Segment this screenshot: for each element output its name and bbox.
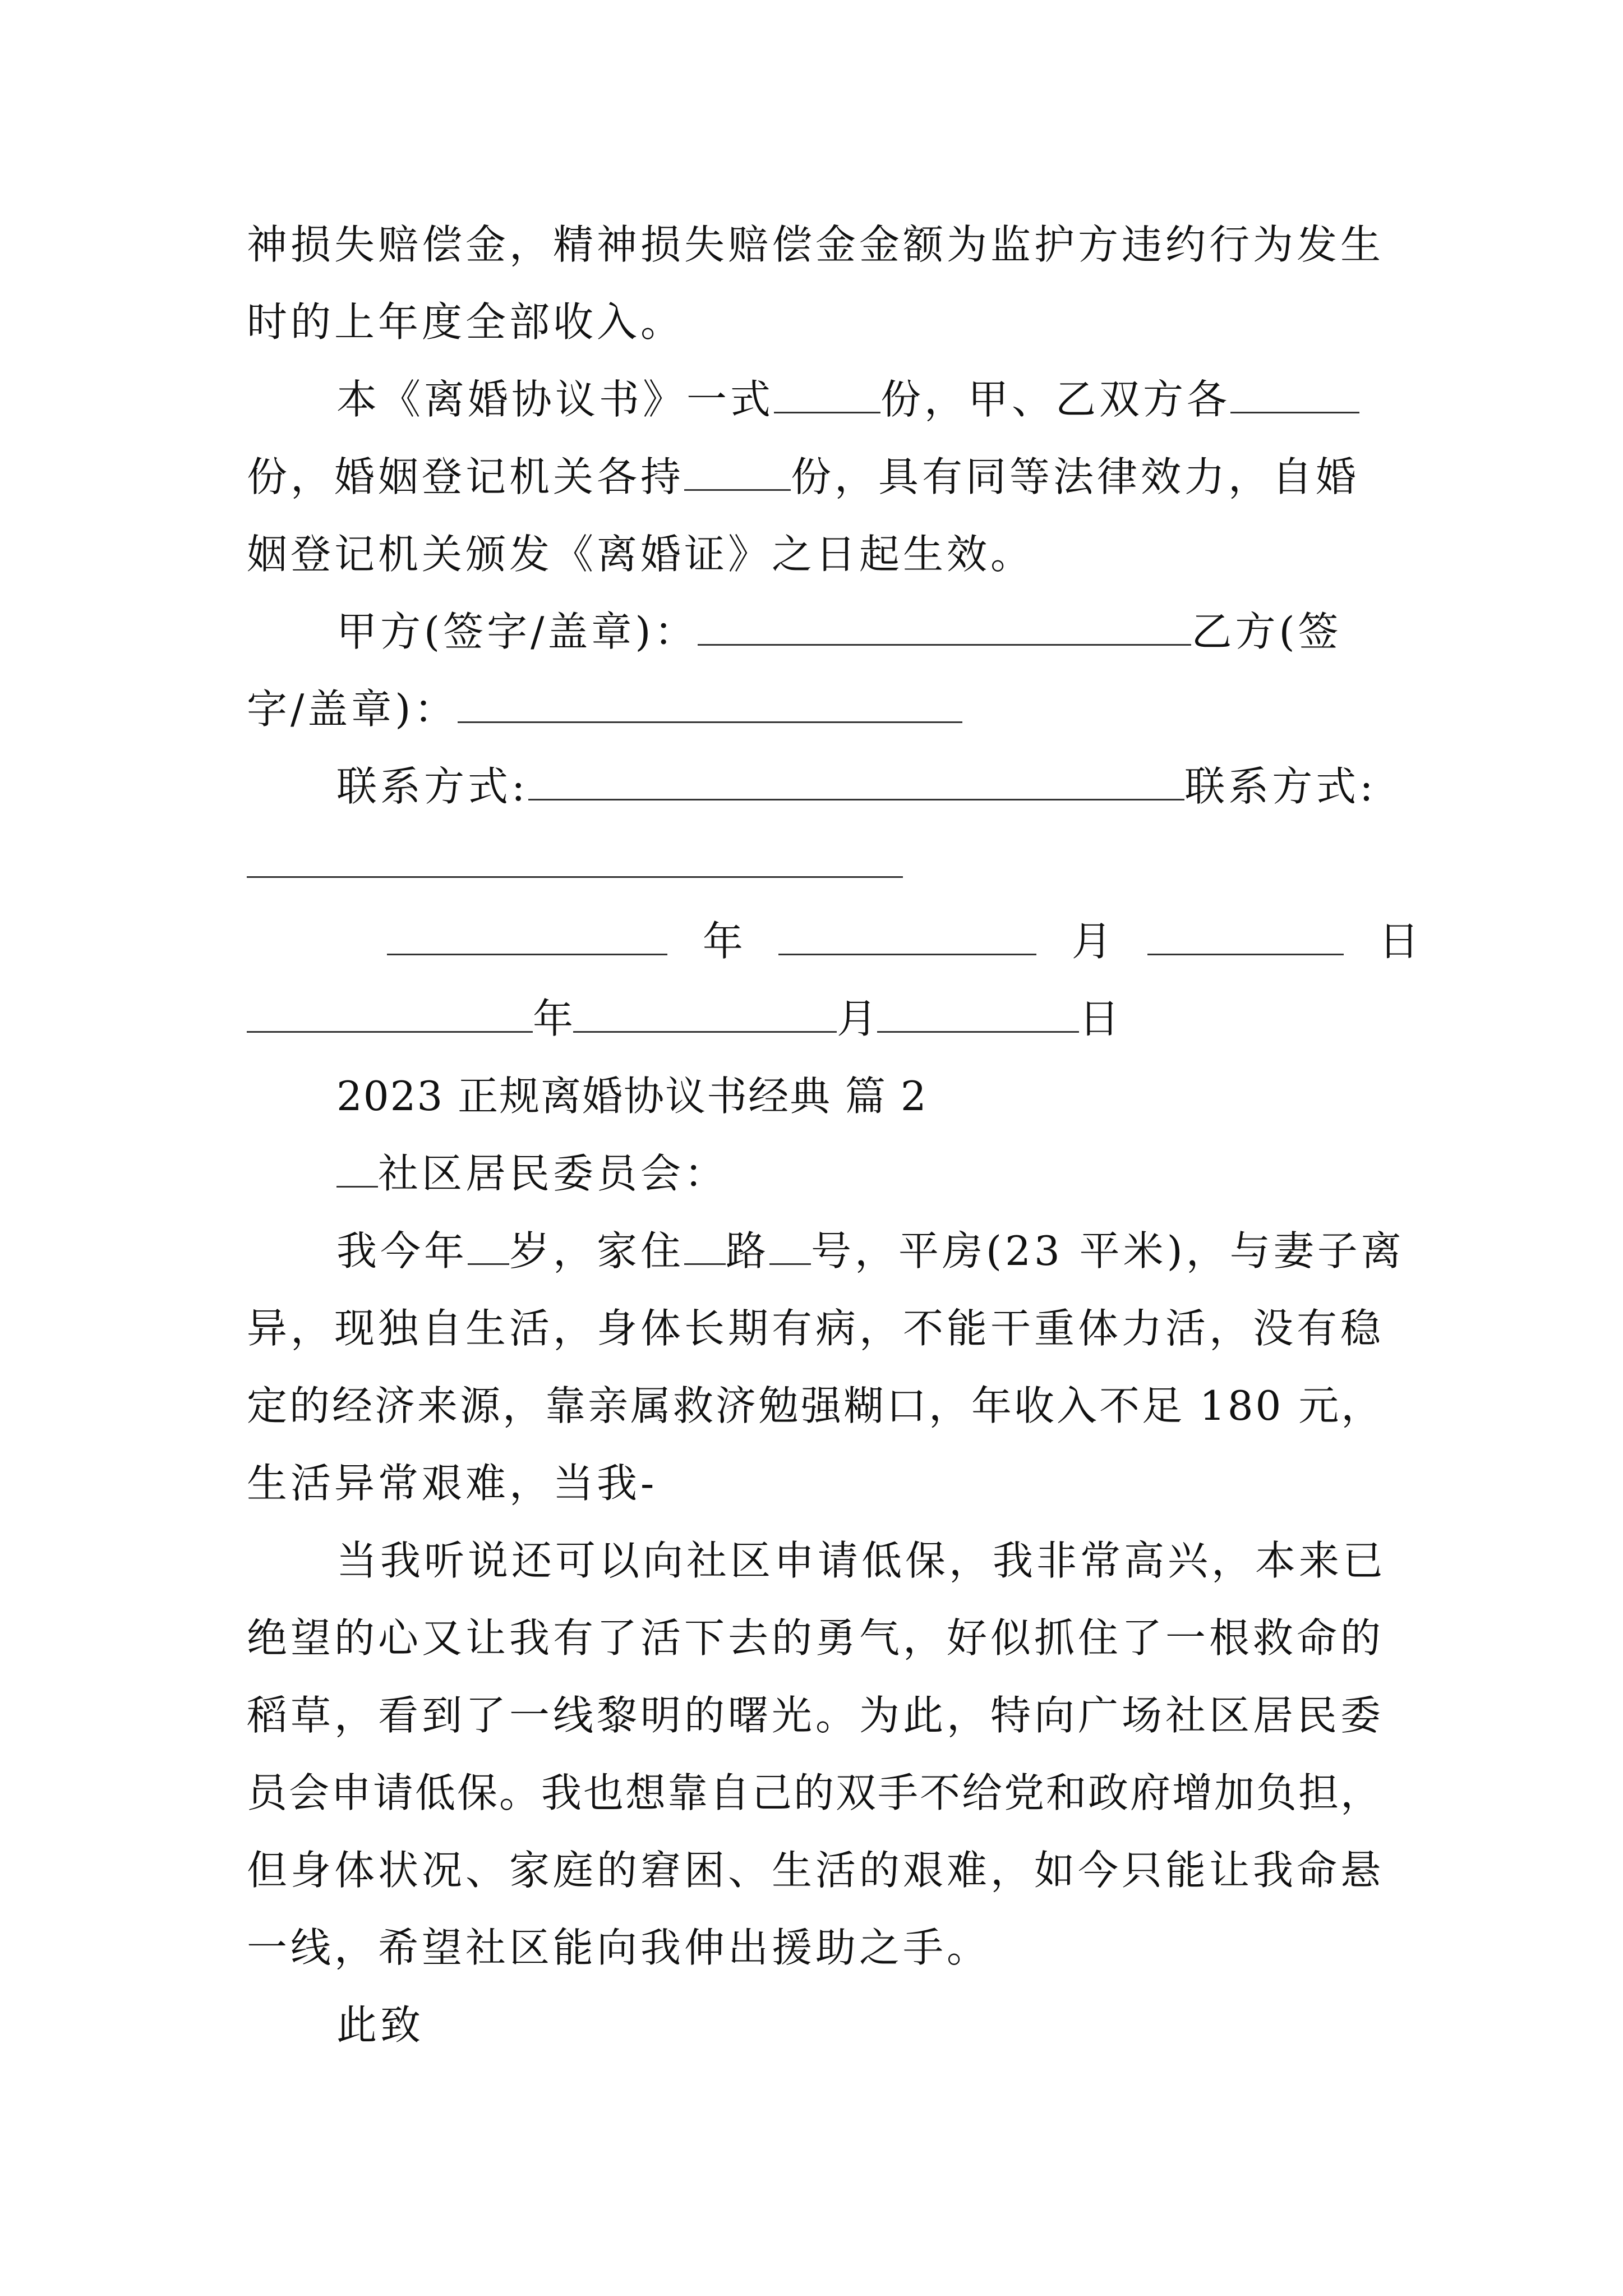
text-line <box>247 1676 1391 1755</box>
party-a-label: 甲方(签字/盖章)： <box>336 608 698 655</box>
date-line <box>247 979 1119 1058</box>
text: 我今年 <box>336 1227 468 1274</box>
month-blank[interactable] <box>778 908 1036 955</box>
text: 姻登记机关颁发《离婚证》之日起生效。 <box>247 531 1035 578</box>
party-b-label: 乙方(签 <box>1191 608 1342 655</box>
fill-blank[interactable] <box>1230 366 1359 413</box>
text: 异，现独自生活，身体长期有病，不能干重体力活，没有稳 <box>247 1305 1385 1352</box>
party-b-signature-blank[interactable] <box>458 675 962 723</box>
community-name-blank[interactable] <box>336 1140 378 1188</box>
contact-b-blank[interactable] <box>247 830 903 878</box>
day-label: 日 <box>1079 995 1120 1042</box>
text-line <box>247 1599 1391 1677</box>
year-label: 年 <box>533 995 574 1042</box>
text-line <box>247 1366 1391 1445</box>
party-a-signature-blank[interactable] <box>698 598 1191 646</box>
year-blank[interactable] <box>387 908 667 955</box>
text: 神损失赔偿金，精神损失赔偿金金额为监护方违约行为发生 <box>247 221 1385 268</box>
day-label: 日 <box>1378 918 1419 965</box>
signature-line <box>247 670 1391 748</box>
text-line <box>247 283 1391 361</box>
text-line <box>247 1908 1391 1987</box>
text-line <box>247 438 1391 516</box>
year-label: 年 <box>702 918 743 965</box>
contact-line <box>336 747 1391 826</box>
contact-a-blank[interactable] <box>528 753 1184 800</box>
text-line <box>247 1754 1391 1832</box>
text-line <box>247 1444 1391 1522</box>
text: 但身体状况、家庭的窘困、生活的艰难，如今只能让我命悬 <box>247 1847 1385 1894</box>
text: 一线，希望社区能向我伸出援助之手。 <box>247 1924 991 1971</box>
text: 时的上年度全部收入。 <box>247 298 685 346</box>
text-line <box>336 1212 1405 1290</box>
text: 号，平房(23 平米)，与妻子离 <box>811 1227 1405 1274</box>
text: 路 <box>726 1227 770 1274</box>
text: 稻草，看到了一线黎明的曙光。为此，特向广场社区居民委 <box>247 1692 1385 1739</box>
addressee-line <box>336 1134 1481 1213</box>
number-blank[interactable] <box>769 1217 811 1265</box>
closing-text: 此致 <box>336 2001 425 2049</box>
section-title-text: 2023 正规离婚协议书经典 篇 2 <box>336 1073 928 1120</box>
contact-line <box>247 825 1391 903</box>
text-line <box>336 360 1391 439</box>
text-line <box>247 1289 1391 1368</box>
section-title <box>336 1057 1481 1135</box>
text: 绝望的心又让我有了活下去的勇气，好似抓住了一根救命的 <box>247 1614 1385 1662</box>
closing-line <box>336 1986 1481 2064</box>
text: 定的经济来源，靠亲属救济勉强糊口，年收入不足 180 元， <box>247 1382 1384 1429</box>
text-line <box>247 515 1391 593</box>
text: 本《离婚协议书》一式 <box>336 376 774 423</box>
text-line <box>247 1831 1391 1910</box>
text: 当我听说还可以向社区申请低保，我非常高兴，本来已 <box>336 1537 1387 1584</box>
year-blank[interactable] <box>247 985 533 1033</box>
text: 岁，家住 <box>509 1227 685 1274</box>
signature-line <box>336 592 1391 671</box>
text: 份，甲、乙双方各 <box>880 376 1231 423</box>
text-line <box>336 1521 1391 1600</box>
text: 份，婚姻登记机关各持 <box>247 453 685 500</box>
text-line <box>247 205 1391 284</box>
contact-b-label: 联系方式: <box>1184 763 1377 810</box>
text: 员会申请低保。我也想靠自己的双手不给党和政府增加负担， <box>247 1769 1383 1816</box>
fill-blank[interactable] <box>684 443 791 491</box>
age-blank[interactable] <box>468 1217 509 1265</box>
addressee-text: 社区居民委员会： <box>378 1150 728 1197</box>
month-blank[interactable] <box>573 985 837 1033</box>
party-b-label: 字/盖章)： <box>247 685 458 733</box>
text: 生活异常艰难，当我- <box>247 1460 658 1507</box>
date-line <box>387 902 1419 981</box>
fill-blank[interactable] <box>774 366 880 413</box>
month-label: 月 <box>1071 918 1112 965</box>
contact-a-label: 联系方式: <box>336 763 529 810</box>
month-label: 月 <box>837 995 878 1042</box>
road-blank[interactable] <box>684 1217 726 1265</box>
day-blank[interactable] <box>1147 908 1344 955</box>
day-blank[interactable] <box>877 985 1079 1033</box>
text: 份，具有同等法律效力，自婚 <box>791 453 1360 500</box>
